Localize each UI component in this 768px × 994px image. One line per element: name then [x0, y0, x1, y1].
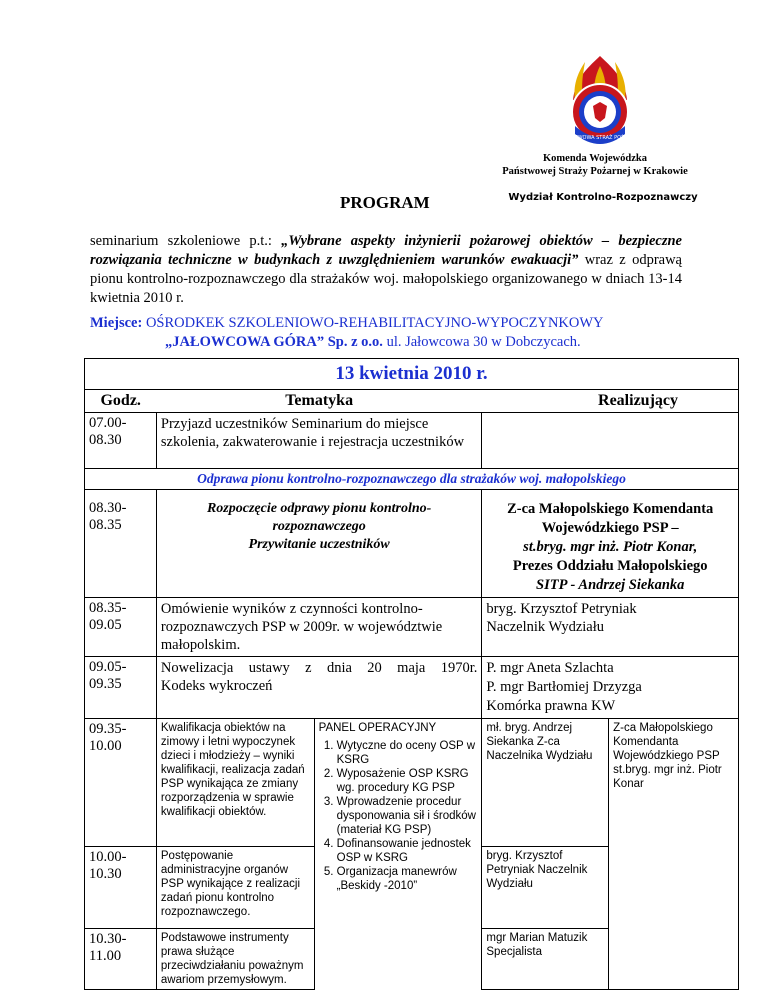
- row4-topic-line1: Nowelizacja ustawy z dnia 20 maja 1970r.: [160, 660, 478, 676]
- intro-suffix: wraz z odprawą pionu kontrolno-rozpoznawczego dla strażaków woj. małopolskiego organizowanego w dniach 13-14 kwietnia 2010 r.: [90, 252, 682, 306]
- row2-by: [482, 490, 739, 598]
- row4-by-line2: P. mgr Bartłomiej Drzyzga: [486, 679, 642, 695]
- row3-by: [482, 598, 739, 657]
- row2-by-line2: st.bryg. mgr inż. Piotr Konar,: [523, 539, 698, 555]
- row1-time: 07.00-08.30: [85, 413, 157, 469]
- place-block: [90, 314, 690, 352]
- panel-item: 1. Wytyczne do oceny OSP w KSRG: [337, 739, 478, 767]
- panel-item: 5. Organizacja manewrów „Beskidy -2010”: [337, 865, 478, 893]
- schedule-table: [84, 358, 739, 990]
- program-title: PROGRAM: [340, 193, 430, 212]
- institution-line1: Komenda Wojewódzka: [543, 153, 647, 164]
- row4-by: [482, 657, 739, 719]
- panel-item: 4. Dofinansowanie jednostek OSP w KSRG: [337, 837, 478, 865]
- row1-topic: Przyjazd uczestników Seminarium do miejsce szkolenia, zakwaterowanie i rejestracja uczestników: [156, 413, 482, 469]
- seminar-title: „Wybrane aspekty inżynierii pożarowej obiektów – bezpieczne rozwiązania techniczne w budynkach z uwzględnieniem warunków ewakuacji”: [90, 233, 682, 268]
- place-name: „JAŁOWCOWA GÓRA” Sp. z o.o.: [165, 334, 383, 350]
- row4-time: 09.05-09.35: [85, 657, 157, 719]
- panel-list: [319, 739, 478, 893]
- row5-topic: Kwalifikacja obiektów na zimowy i letni wypoczynek dzieci i młodzieży – wyniki kwalifikacji, realizacja zadań PSP wynikająca ze zmiany rozporządzenia w sprawie kwalifikacji obiektów.: [156, 719, 314, 847]
- row2-by-line3: Prezes Oddziału Małopolskiego: [512, 558, 708, 574]
- row2-topic: [156, 490, 482, 598]
- panel-operational: [314, 719, 482, 990]
- department-name: Wydział Kontrolno-Rozpoznawczy: [508, 192, 698, 203]
- psp-logo: [545, 52, 655, 152]
- row3-time: 08.35-09.05: [85, 598, 157, 657]
- row7-by: mgr Marian Matuzik Specjalista: [482, 929, 609, 990]
- row7-topic: Podstawowe instrumenty prawa służące przeciwdziałaniu poważnym awariom przemysłowym.: [156, 929, 314, 990]
- logo-text: PAŃSTWOWA STRAŻ POŻARNA: [561, 135, 639, 141]
- row2-by-line4: SITP - Andrzej Siekanka: [536, 577, 685, 593]
- row3-topic: Omówienie wyników z czynności kontrolno-rozpoznawczych PSP w 2009r. w województwie małopolskim.: [156, 598, 482, 657]
- row4-topic: [156, 657, 482, 719]
- row2-topic-line1: Rozpoczęcie odprawy pionu kontrolno-rozpoznawczego: [206, 501, 432, 534]
- header-topic: Tematyka: [285, 392, 354, 409]
- section-heading: Odprawa pionu kontrolno-rozpoznawczego dla strażaków woj. małopolskiego: [85, 469, 739, 490]
- institution-header: [470, 152, 720, 178]
- row3-by-line2: Naczelnik Wydziału: [486, 619, 605, 635]
- row6-by: bryg. Krzysztof Petryniak Naczelnik Wydziału: [482, 847, 609, 929]
- panel-moderator: Z-ca Małopolskiego Komendanta Wojewódzkiego PSP st.bryg. mgr inż. Piotr Konar: [609, 719, 739, 990]
- row6-topic: Postępowanie administracyjne organów PSP wynikające z realizacji zadań pionu kontrolno rozpoznawczego.: [156, 847, 314, 929]
- row5-by: mł. bryg. Andrzej Siekanka Z-ca Naczelnika Wydziału: [482, 719, 609, 847]
- row2-time: 08.30-08.35: [85, 490, 157, 598]
- panel-item: 3. Wprowadzenie procedur dysponowania sił i środków (materiał KG PSP): [337, 795, 478, 837]
- intro-paragraph: [90, 232, 682, 308]
- row5-time: 09.35-10.00: [85, 719, 157, 847]
- row6-time: 10.00-10.30: [85, 847, 157, 929]
- row4-topic-line2: Kodeks wykroczeń: [160, 678, 273, 694]
- header-time: Godz.: [85, 390, 157, 413]
- place-line1: OŚRODKEK SZKOLENIOWO-REHABILITACYJNO-WYPOCZYNKOWY: [142, 315, 604, 331]
- row4-by-line1: P. mgr Aneta Szlachta: [486, 660, 614, 676]
- header-by: Realizujący: [482, 390, 739, 413]
- row1-by: [482, 413, 739, 469]
- row4-by-line3: Komórka prawna KW: [486, 698, 616, 714]
- panel-title: PANEL OPERACYJNY: [318, 722, 437, 734]
- panel-item: 2. Wyposażenie OSP KSRG wg. procedury KG PSP: [337, 767, 478, 795]
- row3-by-line1: bryg. Krzysztof Petryniak: [486, 601, 637, 617]
- place-address: ul. Jałowcowa 30 w Dobczycach.: [382, 334, 581, 350]
- place-label: Miejsce:: [90, 315, 143, 331]
- row2-by-line1: Z-ca Małopolskiego Komendanta Wojewódzkiego PSP –: [507, 501, 714, 536]
- row2-topic-line2: Przywitanie uczestników: [248, 537, 390, 552]
- schedule-date: 13 kwietnia 2010 r.: [85, 359, 739, 390]
- intro-prefix: seminarium szkoleniowe p.t.:: [90, 233, 282, 249]
- institution-line2: Państwowej Straży Pożarnej w Krakowie: [502, 166, 688, 177]
- row7-time: 10.30-11.00: [85, 929, 157, 990]
